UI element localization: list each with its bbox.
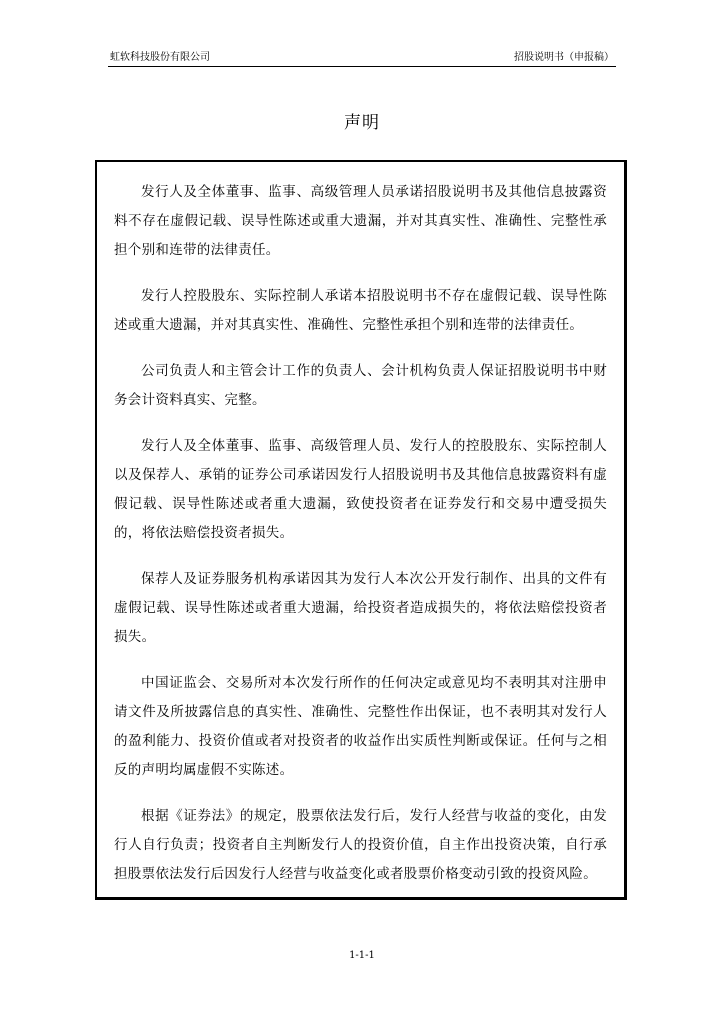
statement-paragraph-2: 发行人控股股东、实际控制人承诺本招股说明书不存在虚假记载、误导性陈述或重大遗漏，并对其真实性、准确性、完整性承担个别和连带的法律责任。 xyxy=(114,288,607,333)
page-header xyxy=(108,52,616,67)
page-title: 声明 xyxy=(344,113,380,133)
statement-paragraph-4: 发行人及全体董事、监事、高级管理人员、发行人的控股股东、实际控制人以及保荐人、承销的证券公司承诺因发行人招股说明书及其他信息披露资料有虚假记载、误导性陈述或者重大遗漏，致使投资者在证券发行和交易中遭受损失的，将依法赔偿投资者损失。 xyxy=(114,438,607,541)
header-company-name: 虹软科技股份有限公司 xyxy=(110,52,210,63)
header-document-name: 招股说明书（申报稿） xyxy=(514,52,614,63)
statement-paragraph-5: 保荐人及证券服务机构承诺因其为发行人本次公开发行制作、出具的文件有虚假记载、误导性陈述或者重大遗漏，给投资者造成损失的，将依法赔偿投资者损失。 xyxy=(114,571,607,645)
statement-box xyxy=(95,160,627,900)
page-number: 1-1-1 xyxy=(349,950,375,961)
statement-paragraph-1: 发行人及全体董事、监事、高级管理人员承诺招股说明书及其他信息披露资料不存在虚假记载、误导性陈述或重大遗漏，并对其真实性、准确性、完整性承担个别和连带的法律责任。 xyxy=(114,184,607,258)
statement-paragraph-7: 根据《证券法》的规定，股票依法发行后，发行人经营与收益的变化，由发行人自行负责；投资者自主判断发行人的投资价值，自主作出投资决策，自行承担股票依法发行后因发行人经营与收益变化或者股票价格变动引致的投资风险。 xyxy=(114,808,607,882)
statement-paragraph-3: 公司负责人和主管会计工作的负责人、会计机构负责人保证招股说明书中财务会计资料真实、完整。 xyxy=(114,363,607,408)
statement-paragraph-6: 中国证监会、交易所对本次发行所作的任何决定或意见均不表明其对注册申请文件及所披露信息的真实性、准确性、完整性作出保证，也不表明其对发行人的盈利能力、投资价值或者对投资者的收益作出实质性判断或保证。任何与之相反的声明均属虚假不实陈述。 xyxy=(114,675,607,778)
